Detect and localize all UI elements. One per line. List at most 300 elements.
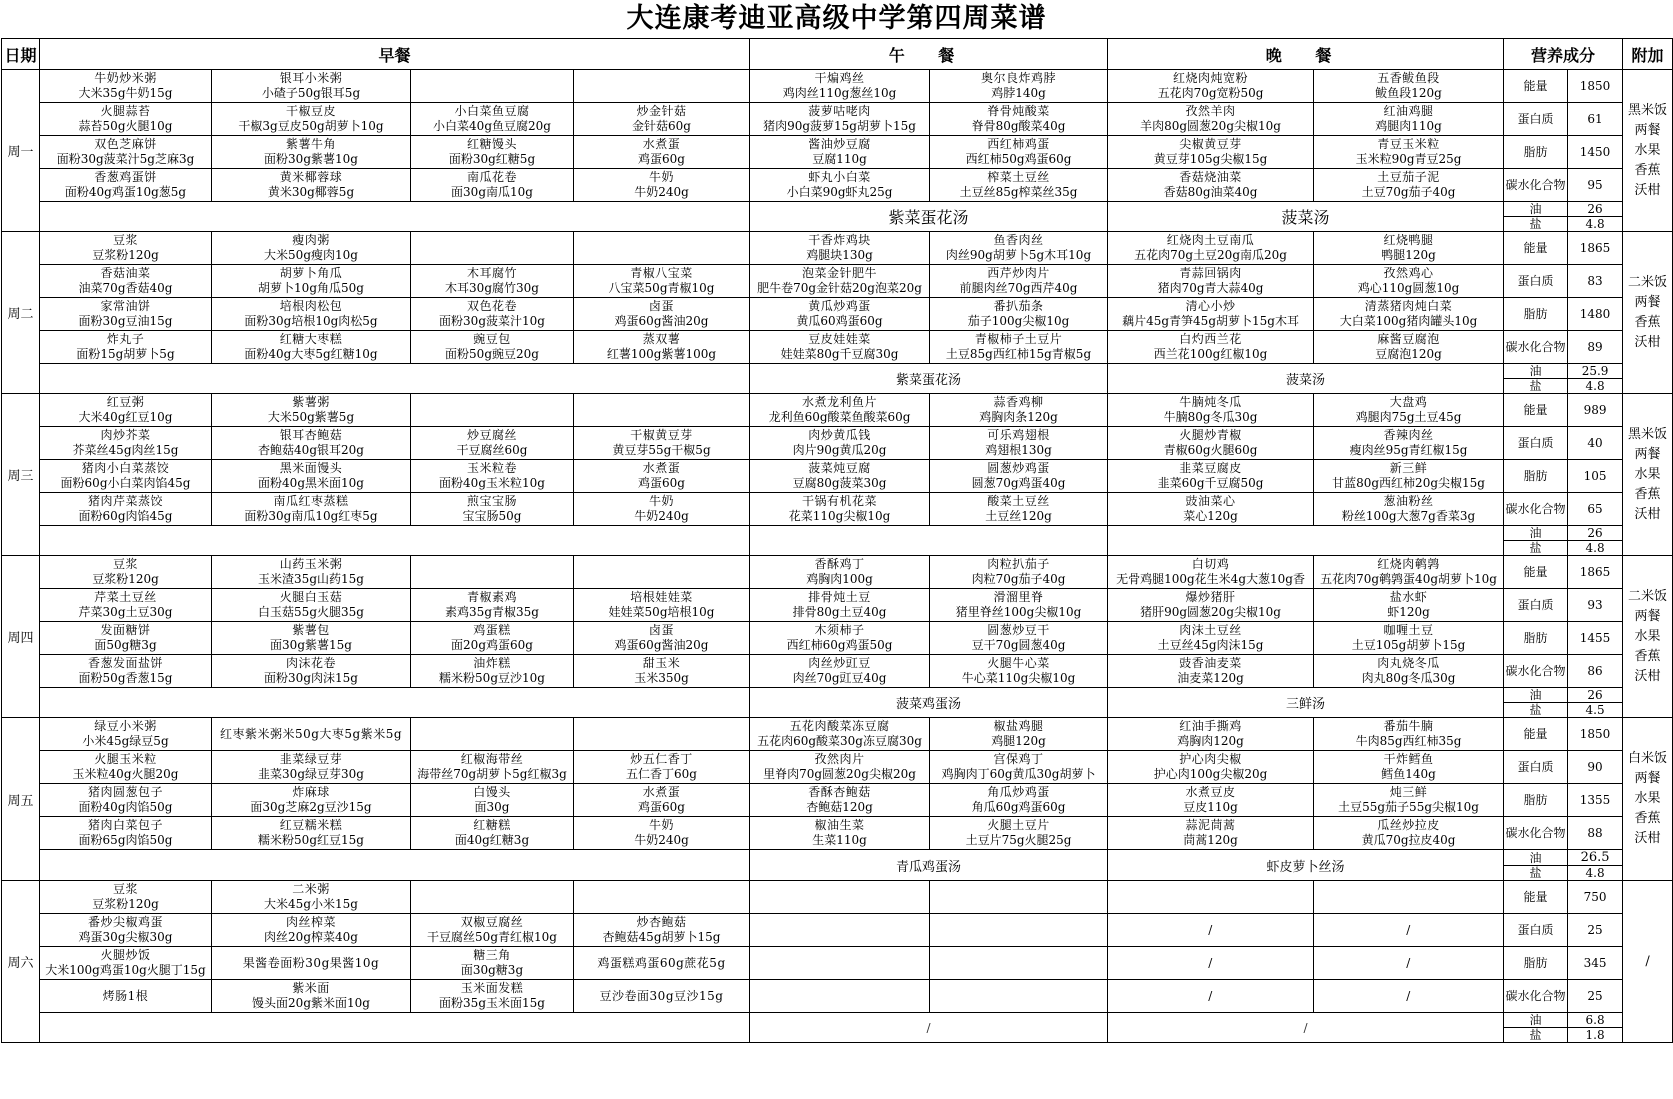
dinner-soup: 菠菜汤: [1108, 364, 1504, 394]
dish-name: 紫薯包: [292, 623, 330, 637]
dish-ingredients: 油菜70g香菇40g: [78, 281, 173, 295]
dish-cell: [212, 947, 411, 980]
dish-ingredients: 牛肉85g西红柿35g: [1355, 734, 1462, 748]
dish-cell: [1108, 881, 1314, 914]
extra-item: 两餐: [1634, 446, 1661, 462]
dish-cell: [212, 718, 411, 751]
dish-cell: [574, 784, 750, 817]
extra-cell: [1623, 556, 1673, 718]
dish-ingredients: 八宝菜50g青椒10g: [608, 281, 715, 295]
dish-ingredients: 小碴子50g银耳5g: [261, 86, 361, 100]
dish-ingredients: 干豆腐丝60g: [456, 443, 528, 457]
nutrition-value: 83: [1568, 265, 1623, 298]
dish-ingredients: 面粉30g红糖5g: [448, 152, 536, 166]
dish-cell: [411, 427, 574, 460]
dish-ingredients: 杏鲍菇120g: [806, 800, 873, 814]
dish-cell: [750, 947, 930, 980]
dish-ingredients: 大米100g鸡蛋10g火腿丁15g: [45, 963, 206, 977]
dish-name: 银耳杏鲍菇: [279, 428, 343, 442]
extra-item: 香蕉: [1634, 162, 1661, 178]
extra-item: 香蕉: [1634, 314, 1661, 330]
dish-cell: [411, 265, 574, 298]
dish-cell: [1314, 622, 1504, 655]
extra-item: 沃柑: [1634, 831, 1661, 846]
dish-name: 青椒八宝菜: [630, 266, 693, 280]
dish-cell: [411, 655, 574, 688]
nutrition-value: 4.8: [1568, 866, 1623, 881]
dish-cell: [212, 265, 411, 298]
dish-ingredients: 小米45g绿豆5g: [82, 734, 169, 748]
nutrition-label: 油: [1504, 526, 1568, 541]
extra-item: 黑米饭: [1628, 102, 1668, 118]
dish-name: 水煮龙利鱼片: [802, 395, 878, 409]
dish-cell: [574, 298, 750, 331]
dish-ingredients: 面30g芝麻2g豆沙15g: [250, 800, 372, 814]
dish-ingredients: 土豆片75g火腿25g: [965, 833, 1072, 847]
dish-ingredients: 大米50g紫薯5g: [267, 410, 355, 424]
dish-ingredients: 鸡胸肉120g: [1177, 734, 1244, 748]
dish-ingredients: 杏鲍菇45g胡萝卜15g: [602, 930, 721, 944]
dish-ingredients: 甘蓝80g西红柿20g尖椒15g: [1332, 476, 1485, 490]
dish-ingredients: 圆葱70g鸡蛋40g: [971, 476, 1066, 490]
dish-name: 红油手撕鸡: [1179, 719, 1242, 733]
nutrition-label: 油: [1504, 202, 1568, 217]
dish-name: 宫保鸡丁: [993, 752, 1044, 766]
dish-name: 黑米面馒头: [279, 461, 343, 475]
dish-cell: [212, 331, 411, 364]
dish-name: 新三鲜: [1389, 461, 1428, 475]
dish-cell: [574, 556, 750, 589]
dish-name: 清蒸猪肉炖白菜: [1364, 299, 1453, 313]
dish-cell: [750, 232, 930, 265]
dish-cell: [1314, 947, 1504, 980]
dinner-soup: 三鲜汤: [1108, 688, 1504, 718]
dish-name: 果酱卷面粉30g果酱10g: [242, 955, 380, 970]
dish-ingredients: 白玉菇55g火腿35g: [258, 605, 364, 619]
dish-name: 红糖糕: [473, 818, 511, 832]
dish-ingredients: 木耳30g腐竹30g: [445, 281, 539, 295]
dish-name: 香酥杏鲍菇: [808, 785, 871, 799]
dish-cell: [574, 718, 750, 751]
dish-name: 紫薯牛角: [285, 137, 336, 151]
dish-ingredients: 鸡蛋60g酱油20g: [614, 314, 709, 328]
dish-cell: [574, 817, 750, 850]
dish-ingredients: 干椒3g豆皮50g胡萝卜10g: [238, 119, 384, 133]
dish-name: 鱼香肉丝: [993, 233, 1044, 247]
dish-name: /: [1406, 955, 1411, 970]
dish-cell: [1314, 556, 1504, 589]
dish-ingredients: 海带丝70g胡萝卜5g红椒3g: [417, 767, 567, 781]
dish-ingredients: 大白菜100g猪肉罐头10g: [1339, 314, 1478, 328]
dish-ingredients: 牛奶240g: [634, 185, 689, 199]
dish-cell: [930, 881, 1108, 914]
dish-cell: [930, 298, 1108, 331]
dish-name: 家常油饼: [100, 299, 151, 313]
dish-ingredients: 土豆55g茄子55g尖椒10g: [1338, 800, 1479, 814]
dish-cell: [574, 136, 750, 169]
dish-name: 孜然肉片: [814, 752, 865, 766]
dish-cell: [574, 980, 750, 1013]
dish-ingredients: 粉丝100g大葱7g香菜3g: [1341, 509, 1476, 523]
dish-name: 绿豆小米粥: [94, 719, 157, 733]
dish-name: 干炸鳕鱼: [1383, 752, 1434, 766]
dish-name: 银耳小米粥: [279, 71, 343, 85]
dish-ingredients: 面30g: [474, 800, 510, 814]
dish-cell: [1108, 817, 1314, 850]
dish-ingredients: 菜心120g: [1183, 509, 1238, 523]
nutrition-value: 25: [1568, 914, 1623, 947]
dish-cell: [574, 655, 750, 688]
extra-item: 两餐: [1634, 294, 1661, 310]
dish-cell: [750, 881, 930, 914]
dish-cell: [574, 622, 750, 655]
nutrition-value: 4.8: [1568, 541, 1623, 556]
meal-row: [2, 427, 1673, 460]
dish-ingredients: 芥菜丝45g肉丝15g: [72, 443, 179, 457]
dish-name: 水煮蛋: [642, 461, 681, 475]
dish-cell: [930, 817, 1108, 850]
nutrition-label: 蛋白质: [1504, 265, 1568, 298]
dish-name: 双色芝麻饼: [94, 137, 157, 151]
dish-cell: [930, 460, 1108, 493]
extra-item: 水果: [1634, 142, 1661, 158]
extra-item: 水果: [1634, 791, 1661, 806]
dish-cell: [930, 265, 1108, 298]
dish-cell: [40, 265, 212, 298]
dish-name: 麻酱豆腐泡: [1377, 332, 1440, 346]
nutrition-value: 1455: [1568, 622, 1623, 655]
dish-cell: [574, 169, 750, 202]
dish-name: 炸丸子: [106, 332, 145, 346]
dish-ingredients: 肉粒70g茄子40g: [971, 572, 1066, 586]
meal-row: [2, 914, 1673, 947]
lunch-soup: [750, 526, 1108, 556]
extra-item: 香蕉: [1634, 648, 1661, 664]
dish-ingredients: 五花肉70g鹌鹑蛋40g胡萝卜10g: [1320, 572, 1497, 586]
dish-ingredients: 黄瓜60鸡蛋60g: [796, 314, 883, 328]
dish-ingredients: 芹菜30g土豆30g: [78, 605, 173, 619]
dish-cell: [40, 817, 212, 850]
dish-ingredients: 里脊肉70g圆葱20g尖椒20g: [763, 767, 916, 781]
dish-ingredients: 猪肉70g青大蒜40g: [1157, 281, 1264, 295]
dish-ingredients: 土豆105g胡萝卜15g: [1351, 638, 1466, 652]
dish-cell: [411, 103, 574, 136]
nutrition-label: 脂肪: [1504, 947, 1568, 980]
dish-cell: [930, 784, 1108, 817]
dish-ingredients: 鲅鱼段120g: [1375, 86, 1442, 100]
dish-ingredients: 韭菜60g千豆腐50g: [1157, 476, 1264, 490]
dish-ingredients: 鸡胸肉条120g: [979, 410, 1058, 424]
dish-ingredients: 鳕鱼140g: [1381, 767, 1436, 781]
nutrition-label: 能量: [1504, 881, 1568, 914]
dish-cell: [212, 493, 411, 526]
nutrition-value: 61: [1568, 103, 1623, 136]
dish-name: 牛奶: [649, 494, 675, 508]
dish-cell: [212, 622, 411, 655]
nutrition-value: 4.8: [1568, 379, 1623, 394]
dish-name: 卤蛋: [649, 299, 675, 313]
dish-cell: [40, 70, 212, 103]
dish-cell: [930, 493, 1108, 526]
dish-ingredients: 面粉30g菠菜汁10g: [439, 314, 545, 328]
meal-row: [2, 331, 1673, 364]
dish-cell: [750, 493, 930, 526]
dish-name: 土豆茄子泥: [1377, 170, 1440, 184]
nutrition-value: 105: [1568, 460, 1623, 493]
dish-name: 咖喱土豆: [1383, 623, 1434, 637]
meal-row: [2, 394, 1673, 427]
dish-name: 黄瓜炒鸡蛋: [808, 299, 871, 313]
extra-cell: [1623, 232, 1673, 394]
extra-cell: [1623, 394, 1673, 556]
dish-cell: [750, 718, 930, 751]
dish-ingredients: 面粉40g大枣5g红糖10g: [244, 347, 378, 361]
dish-name: 水煮蛋: [642, 137, 681, 151]
dish-ingredients: 鸡胸肉丁60g黄瓜30g胡萝卜: [941, 767, 1096, 781]
dish-name: 火腿蒜苔: [100, 104, 151, 118]
extra-item: 两餐: [1634, 608, 1661, 624]
dish-ingredients: 鸡脖140g: [991, 86, 1046, 100]
dish-cell: [1108, 784, 1314, 817]
dish-cell: [40, 556, 212, 589]
dish-ingredients: 五仁香丁60g: [626, 767, 697, 781]
dish-ingredients: 大米50g瘦肉10g: [264, 248, 358, 262]
dish-cell: [930, 136, 1108, 169]
nutrition-label: 油: [1504, 1013, 1568, 1028]
dish-ingredients: 大米40g红豆10g: [78, 410, 173, 424]
nutrition-value: 88: [1568, 817, 1623, 850]
dish-name: 红烧鸭腿: [1383, 233, 1434, 247]
meal-row: [2, 817, 1673, 850]
dish-name: 炸麻球: [292, 785, 330, 799]
dish-ingredients: 豆腐110g: [812, 152, 867, 166]
meal-row: [2, 655, 1673, 688]
dish-name: 黄米椰蓉球: [279, 170, 343, 184]
dish-name: 烤肠1根: [102, 988, 149, 1003]
dish-name: 可乐鸡翅根: [987, 428, 1050, 442]
dish-name: 滑溜里脊: [993, 590, 1044, 604]
dish-name: 红豆粥: [106, 395, 145, 409]
dish-name: 火腿牛心菜: [987, 656, 1050, 670]
dish-name: 肉粒扒茄子: [987, 557, 1050, 571]
dish-cell: [1314, 817, 1504, 850]
dish-cell: [411, 622, 574, 655]
dish-cell: [1108, 331, 1314, 364]
nutrition-label: 碳水化合物: [1504, 817, 1568, 850]
dish-cell: [930, 589, 1108, 622]
dish-cell: [574, 751, 750, 784]
dish-ingredients: 玉米粒40g火腿20g: [72, 767, 179, 781]
extra-item: 沃柑: [1634, 668, 1661, 684]
dish-cell: [930, 103, 1108, 136]
dish-cell: [930, 556, 1108, 589]
dish-ingredients: 玉米渣35g山药15g: [258, 572, 364, 586]
day-label: 周六: [2, 881, 40, 1043]
dish-cell: [411, 947, 574, 980]
meal-row: [2, 947, 1673, 980]
dish-cell: [40, 232, 212, 265]
dish-cell: [574, 70, 750, 103]
nutrition-label: 盐: [1504, 703, 1568, 718]
dish-cell: [750, 427, 930, 460]
dish-name: 盐水虾: [1389, 590, 1428, 604]
dish-name: 双椒豆腐丝: [460, 915, 524, 929]
dish-cell: [1108, 298, 1314, 331]
dish-cell: [411, 718, 574, 751]
nutrition-label: 油: [1504, 364, 1568, 379]
dish-cell: [1314, 394, 1504, 427]
dish-cell: [750, 394, 930, 427]
dish-name: 西红柿鸡蛋: [987, 137, 1050, 151]
dish-name: /: [1208, 955, 1213, 970]
dish-name: 干香炸鸡块: [808, 233, 871, 247]
dish-ingredients: 无骨鸡腿100g花生米4g大葱10g香: [1116, 572, 1305, 586]
day-label: 周四: [2, 556, 40, 718]
meal-row: [2, 556, 1673, 589]
soup-filler: [40, 364, 750, 394]
dish-name: 番炒尖椒鸡蛋: [87, 915, 163, 929]
dish-cell: [40, 718, 212, 751]
dish-ingredients: 面粉35g玉米面15g: [439, 996, 545, 1010]
dish-cell: [1314, 751, 1504, 784]
dish-name: 韭菜豆腐皮: [1179, 461, 1242, 475]
dish-name: 蒜香鸡柳: [993, 395, 1044, 409]
dish-cell: [930, 980, 1108, 1013]
dish-name: 豆皮娃娃菜: [808, 332, 871, 346]
dish-cell: [411, 232, 574, 265]
nutrition-value: 40: [1568, 427, 1623, 460]
dish-ingredients: 面粉30g菠菜汁5g芝麻3g: [56, 152, 195, 166]
dish-name: 红烧肉土豆南瓜: [1166, 233, 1255, 247]
dish-ingredients: 黄豆芽55g干椒5g: [612, 443, 711, 457]
dish-name: 二米粥: [292, 882, 330, 896]
dish-cell: [411, 70, 574, 103]
dish-ingredients: 土豆丝45g肉沫15g: [1157, 638, 1264, 652]
dish-ingredients: 肉丝20g榨菜40g: [264, 930, 358, 944]
nutrition-label: 能量: [1504, 394, 1568, 427]
dish-ingredients: 羊肉80g圆葱20g尖椒10g: [1140, 119, 1281, 133]
meal-row: [2, 881, 1673, 914]
dish-ingredients: 大米35g牛奶15g: [78, 86, 173, 100]
meal-row: [2, 232, 1673, 265]
dish-name: 火腿炒饭: [100, 948, 151, 962]
dish-name: 山药玉米粥: [279, 557, 343, 571]
dish-ingredients: 五花肉60g酸菜30g冻豆腐30g: [757, 734, 922, 748]
dish-ingredients: 花菜110g尖椒10g: [788, 509, 891, 523]
dish-cell: [1108, 751, 1314, 784]
dish-ingredients: 面30g糖3g: [460, 963, 524, 977]
dish-ingredients: 鸡腿肉75g土豆45g: [1355, 410, 1462, 424]
nutrition-label: 油: [1504, 688, 1568, 703]
dish-cell: [750, 784, 930, 817]
dish-cell: [1108, 493, 1314, 526]
dish-cell: [212, 460, 411, 493]
dish-name: 角瓜炒鸡蛋: [987, 785, 1050, 799]
dish-cell: [40, 331, 212, 364]
dish-name: 干锅有机花菜: [802, 494, 878, 508]
meal-row: [2, 460, 1673, 493]
dish-cell: [1108, 914, 1314, 947]
dish-ingredients: 藕片45g青笋45g胡萝卜15g木耳: [1122, 314, 1299, 328]
page-title: 大连康考迪亚高级中学第四周菜谱: [626, 3, 1047, 34]
dish-ingredients: 牛奶240g: [634, 509, 689, 523]
nutrition-value: 6.8: [1568, 1013, 1623, 1028]
dish-name: 圆葱炒豆干: [987, 623, 1050, 637]
nutrition-value: 89: [1568, 331, 1623, 364]
dish-ingredients: 肥牛卷70g金针菇20g泡菜20g: [757, 281, 922, 295]
dish-name: 番茄牛腩: [1383, 719, 1434, 733]
dish-name: 清心小炒: [1185, 299, 1236, 313]
dish-ingredients: 土豆70g茄子40g: [1361, 185, 1456, 199]
dish-cell: [1314, 70, 1504, 103]
dish-ingredients: 鸡腿块130g: [806, 248, 873, 262]
dish-ingredients: 油麦菜120g: [1177, 671, 1244, 685]
nutrition-value: 4.8: [1568, 217, 1623, 232]
dish-name: 圆葱炒鸡蛋: [987, 461, 1050, 475]
dish-ingredients: 鸡蛋60g: [638, 152, 685, 166]
menu-table: [1, 38, 1673, 1043]
dish-name: 蒜泥茼蒿: [1185, 818, 1236, 832]
dish-ingredients: 虾120g: [1387, 605, 1430, 619]
dish-name: 香酥鸡丁: [814, 557, 865, 571]
dish-cell: [574, 881, 750, 914]
dish-cell: [212, 751, 411, 784]
dish-cell: [574, 947, 750, 980]
dish-cell: [411, 817, 574, 850]
dish-ingredients: 牛腩80g冬瓜30g: [1163, 410, 1258, 424]
dish-name: 豆浆: [112, 557, 138, 571]
day-label: 周三: [2, 394, 40, 556]
dish-cell: [411, 394, 574, 427]
dish-name: 肉丸烧冬瓜: [1377, 656, 1440, 670]
dish-ingredients: 肉片90g黄瓜20g: [792, 443, 887, 457]
dish-cell: [930, 331, 1108, 364]
dish-cell: [411, 298, 574, 331]
dish-cell: [411, 136, 574, 169]
dish-ingredients: 面粉50g豌豆20g: [445, 347, 539, 361]
dish-ingredients: 茼蒿120g: [1183, 833, 1238, 847]
dish-name: /: [1208, 922, 1213, 937]
nutrition-value: 86: [1568, 655, 1623, 688]
dish-ingredients: 鸡腿120g: [991, 734, 1046, 748]
extra-cell: [1623, 70, 1673, 232]
dish-cell: [574, 493, 750, 526]
dish-ingredients: 牛心菜110g尖椒10g: [961, 671, 1076, 685]
dish-name: 青豆玉米粒: [1377, 137, 1440, 151]
dish-cell: [574, 460, 750, 493]
dish-ingredients: 豆干70g圆葱40g: [971, 638, 1066, 652]
dish-ingredients: 鸡胸肉100g: [806, 572, 873, 586]
dish-cell: [1314, 169, 1504, 202]
dish-name: 干椒黄豆芽: [630, 428, 693, 442]
dish-ingredients: 面粉30g紫薯10g: [264, 152, 358, 166]
dish-name: 木须柿子: [814, 623, 865, 637]
extra-item: 二米饭: [1628, 588, 1668, 604]
dish-cell: [40, 881, 212, 914]
dish-cell: [212, 394, 411, 427]
meal-row: [2, 589, 1673, 622]
dish-name: 五香鲅鱼段: [1377, 71, 1440, 85]
dish-name: 牛奶: [649, 818, 675, 832]
dish-cell: [750, 817, 930, 850]
dish-name: 干椒豆皮: [285, 104, 336, 118]
dish-ingredients: 鸡翅根130g: [985, 443, 1052, 457]
meal-row: [2, 751, 1673, 784]
dish-name: 双色花卷: [466, 299, 517, 313]
dish-cell: [750, 914, 930, 947]
header-extra: 附加: [1623, 39, 1673, 70]
extra-item: 白米饭: [1628, 751, 1668, 766]
